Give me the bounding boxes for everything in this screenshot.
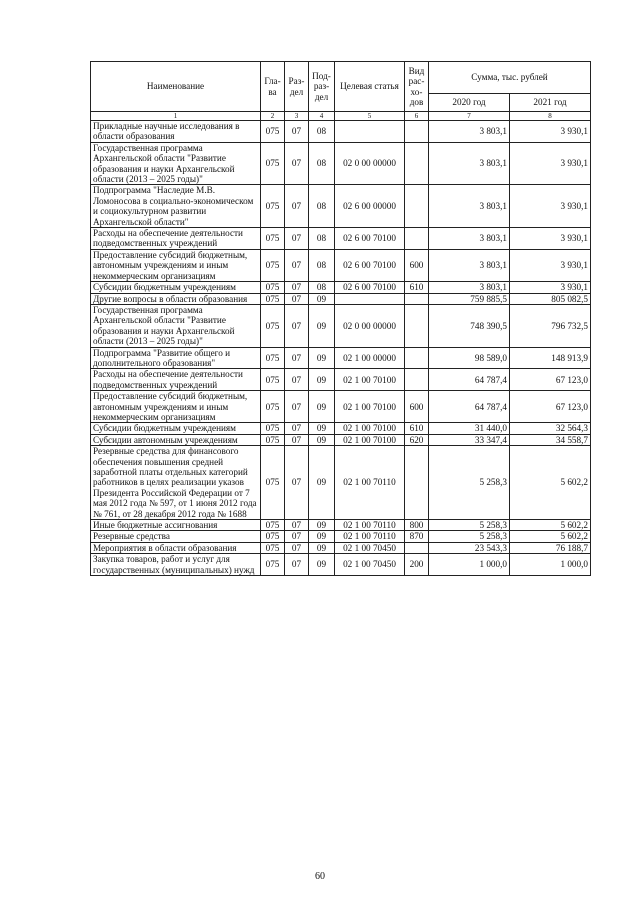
cell-podrazdel: 08 <box>309 142 335 185</box>
cell-name: Подпрограмма "Развитие общего и дополнительного образования" <box>91 347 261 369</box>
table-row <box>91 142 591 185</box>
cell-article: 02 1 00 70450 <box>335 542 405 553</box>
cell-sum-2021: 3 930,1 <box>510 228 591 250</box>
column-index: 4 <box>309 112 335 121</box>
cell-sum-2020: 33 347,4 <box>429 434 510 445</box>
cell-sum-2020: 1 000,0 <box>429 554 510 576</box>
cell-vid <box>405 228 429 250</box>
column-index-row <box>91 112 591 121</box>
cell-name: Резервные средства <box>91 531 261 542</box>
table-row <box>91 391 591 423</box>
cell-razdel: 07 <box>285 423 309 434</box>
column-index: 8 <box>510 112 591 121</box>
cell-razdel: 07 <box>285 554 309 576</box>
cell-glava: 075 <box>261 434 285 445</box>
cell-name: Государственная программа Архангельской области "Развитие образования и науки Архангельской области (2013 – 2025 годы)" <box>91 142 261 185</box>
cell-sum-2020: 23 543,3 <box>429 542 510 553</box>
cell-name: Прикладные научные исследования в области образования <box>91 121 261 143</box>
header-year-2020: 2020 год <box>429 94 510 112</box>
cell-article <box>335 121 405 143</box>
cell-podrazdel: 08 <box>309 282 335 293</box>
cell-vid: 600 <box>405 249 429 281</box>
cell-vid: 620 <box>405 434 429 445</box>
cell-article: 02 1 00 70450 <box>335 554 405 576</box>
cell-article: 02 0 00 00000 <box>335 142 405 185</box>
cell-vid <box>405 293 429 304</box>
table-row <box>91 249 591 281</box>
cell-podrazdel: 09 <box>309 542 335 553</box>
cell-sum-2021: 148 913,9 <box>510 347 591 369</box>
cell-vid <box>405 121 429 143</box>
cell-glava: 075 <box>261 542 285 553</box>
cell-razdel: 07 <box>285 446 309 520</box>
cell-podrazdel: 09 <box>309 554 335 576</box>
cell-sum-2021: 5 602,2 <box>510 446 591 520</box>
cell-sum-2020: 3 803,1 <box>429 142 510 185</box>
cell-sum-2020: 31 440,0 <box>429 423 510 434</box>
cell-name: Мероприятия в области образования <box>91 542 261 553</box>
cell-sum-2020: 3 803,1 <box>429 282 510 293</box>
cell-glava: 075 <box>261 185 285 228</box>
cell-sum-2020: 748 390,5 <box>429 304 510 347</box>
cell-article: 02 1 00 70100 <box>335 369 405 391</box>
cell-razdel: 07 <box>285 542 309 553</box>
cell-vid: 200 <box>405 554 429 576</box>
cell-podrazdel: 08 <box>309 249 335 281</box>
table-row <box>91 434 591 445</box>
cell-vid <box>405 446 429 520</box>
table-row <box>91 304 591 347</box>
cell-article: 02 0 00 00000 <box>335 304 405 347</box>
cell-razdel: 07 <box>285 347 309 369</box>
cell-razdel: 07 <box>285 142 309 185</box>
table-row <box>91 542 591 553</box>
cell-vid: 610 <box>405 423 429 434</box>
cell-sum-2020: 3 803,1 <box>429 249 510 281</box>
cell-sum-2021: 3 930,1 <box>510 121 591 143</box>
table-body <box>91 121 591 576</box>
table-row <box>91 554 591 576</box>
cell-sum-2020: 3 803,1 <box>429 121 510 143</box>
cell-name: Подпрограмма "Наследие М.В. Ломоносова в социально-экономическом и социокультурном развитии Архангельской области" <box>91 185 261 228</box>
page-number: 60 <box>315 871 325 882</box>
cell-name: Предоставление субсидий бюджетным, автономным учреждениям и иным некоммерческим организациям <box>91 249 261 281</box>
cell-sum-2020: 3 803,1 <box>429 228 510 250</box>
cell-article: 02 6 00 70100 <box>335 249 405 281</box>
cell-name: Расходы на обеспечение деятельности подведомственных учреждений <box>91 228 261 250</box>
cell-sum-2020: 5 258,3 <box>429 531 510 542</box>
cell-glava: 075 <box>261 304 285 347</box>
cell-sum-2021: 76 188,7 <box>510 542 591 553</box>
cell-sum-2021: 805 082,5 <box>510 293 591 304</box>
cell-glava: 075 <box>261 531 285 542</box>
cell-podrazdel: 09 <box>309 304 335 347</box>
cell-vid: 610 <box>405 282 429 293</box>
cell-name: Государственная программа Архангельской области "Развитие образования и науки Архангельской области (2013 – 2025 годы)" <box>91 304 261 347</box>
cell-vid <box>405 347 429 369</box>
cell-article: 02 1 00 70100 <box>335 434 405 445</box>
cell-podrazdel: 09 <box>309 347 335 369</box>
cell-glava: 075 <box>261 423 285 434</box>
cell-podrazdel: 08 <box>309 228 335 250</box>
cell-name: Предоставление субсидий бюджетным, автономным учреждениям и иным некоммерческим организациям <box>91 391 261 423</box>
cell-glava: 075 <box>261 249 285 281</box>
cell-razdel: 07 <box>285 531 309 542</box>
cell-razdel: 07 <box>285 185 309 228</box>
cell-podrazdel: 08 <box>309 121 335 143</box>
cell-article: 02 1 00 70110 <box>335 531 405 542</box>
column-index: 6 <box>405 112 429 121</box>
cell-sum-2020: 98 589,0 <box>429 347 510 369</box>
cell-podrazdel: 09 <box>309 369 335 391</box>
table-row <box>91 121 591 143</box>
table-row <box>91 520 591 531</box>
header-name: Наименование <box>91 62 261 112</box>
cell-razdel: 07 <box>285 282 309 293</box>
cell-glava: 075 <box>261 446 285 520</box>
cell-razdel: 07 <box>285 228 309 250</box>
cell-vid <box>405 369 429 391</box>
cell-podrazdel: 09 <box>309 531 335 542</box>
cell-name: Иные бюджетные ассигнования <box>91 520 261 531</box>
cell-article: 02 1 00 70110 <box>335 520 405 531</box>
cell-podrazdel: 09 <box>309 423 335 434</box>
cell-razdel: 07 <box>285 520 309 531</box>
cell-razdel: 07 <box>285 369 309 391</box>
cell-glava: 075 <box>261 142 285 185</box>
cell-article: 02 1 00 70100 <box>335 423 405 434</box>
cell-name: Резервные средства для финансового обеспечения повышения средней заработной платы отдельных категорий работников в целях реализации указов Президента Российской Федерации от 7 мая 2012 года № 597, от 1 июня 2012 года № 761, от 28 декабря 2012 года № 1688 <box>91 446 261 520</box>
cell-sum-2020: 64 787,4 <box>429 369 510 391</box>
cell-glava: 075 <box>261 554 285 576</box>
column-index: 3 <box>285 112 309 121</box>
cell-article: 02 6 00 00000 <box>335 185 405 228</box>
table-row <box>91 531 591 542</box>
cell-sum-2021: 3 930,1 <box>510 185 591 228</box>
cell-name: Субсидии автономным учреждениям <box>91 434 261 445</box>
cell-article: 02 1 00 70100 <box>335 391 405 423</box>
column-index: 5 <box>335 112 405 121</box>
table-row <box>91 369 591 391</box>
column-index: 7 <box>429 112 510 121</box>
cell-razdel: 07 <box>285 391 309 423</box>
cell-glava: 075 <box>261 369 285 391</box>
cell-sum-2020: 3 803,1 <box>429 185 510 228</box>
cell-glava: 075 <box>261 520 285 531</box>
header-article: Целевая статья <box>335 62 405 112</box>
header-glava: Гла-ва <box>261 62 285 112</box>
cell-glava: 075 <box>261 121 285 143</box>
cell-sum-2021: 67 123,0 <box>510 369 591 391</box>
cell-glava: 075 <box>261 228 285 250</box>
cell-vid: 600 <box>405 391 429 423</box>
cell-glava: 075 <box>261 293 285 304</box>
cell-sum-2020: 5 258,3 <box>429 520 510 531</box>
budget-table <box>90 61 591 576</box>
cell-sum-2021: 32 564,3 <box>510 423 591 434</box>
cell-podrazdel: 09 <box>309 520 335 531</box>
table-row <box>91 446 591 520</box>
cell-sum-2021: 1 000,0 <box>510 554 591 576</box>
header-podrazdel: Под-раз-дел <box>309 62 335 112</box>
cell-name: Расходы на обеспечение деятельности подведомственных учреждений <box>91 369 261 391</box>
cell-sum-2021: 3 930,1 <box>510 249 591 281</box>
cell-vid <box>405 304 429 347</box>
column-index: 1 <box>91 112 261 121</box>
cell-razdel: 07 <box>285 121 309 143</box>
cell-sum-2021: 796 732,5 <box>510 304 591 347</box>
cell-podrazdel: 09 <box>309 391 335 423</box>
header-razdel: Раз-дел <box>285 62 309 112</box>
cell-name: Субсидии бюджетным учреждениям <box>91 423 261 434</box>
header-vid: Вид рас-хо-дов <box>405 62 429 112</box>
cell-sum-2021: 5 602,2 <box>510 531 591 542</box>
cell-glava: 075 <box>261 391 285 423</box>
cell-name: Закупка товаров, работ и услуг для государственных (муниципальных) нужд <box>91 554 261 576</box>
cell-vid: 800 <box>405 520 429 531</box>
cell-podrazdel: 09 <box>309 446 335 520</box>
cell-name: Другие вопросы в области образования <box>91 293 261 304</box>
cell-razdel: 07 <box>285 434 309 445</box>
cell-podrazdel: 08 <box>309 185 335 228</box>
cell-sum-2020: 759 885,5 <box>429 293 510 304</box>
cell-article <box>335 293 405 304</box>
cell-podrazdel: 09 <box>309 293 335 304</box>
cell-glava: 075 <box>261 347 285 369</box>
cell-razdel: 07 <box>285 249 309 281</box>
cell-sum-2021: 3 930,1 <box>510 142 591 185</box>
table-row <box>91 185 591 228</box>
cell-article: 02 6 00 70100 <box>335 228 405 250</box>
cell-vid <box>405 542 429 553</box>
cell-sum-2020: 5 258,3 <box>429 446 510 520</box>
header-year-2021: 2021 год <box>510 94 591 112</box>
cell-article: 02 1 00 70110 <box>335 446 405 520</box>
cell-vid <box>405 142 429 185</box>
cell-glava: 075 <box>261 282 285 293</box>
cell-sum-2020: 64 787,4 <box>429 391 510 423</box>
cell-razdel: 07 <box>285 293 309 304</box>
cell-podrazdel: 09 <box>309 434 335 445</box>
table-row <box>91 293 591 304</box>
header-sum: Сумма, тыс. рублей <box>429 62 591 94</box>
cell-vid <box>405 185 429 228</box>
cell-name: Субсидии бюджетным учреждениям <box>91 282 261 293</box>
cell-razdel: 07 <box>285 304 309 347</box>
cell-sum-2021: 34 558,7 <box>510 434 591 445</box>
column-index: 2 <box>261 112 285 121</box>
table-row <box>91 228 591 250</box>
cell-sum-2021: 3 930,1 <box>510 282 591 293</box>
table-row <box>91 347 591 369</box>
cell-article: 02 6 00 70100 <box>335 282 405 293</box>
cell-vid: 870 <box>405 531 429 542</box>
table-row <box>91 423 591 434</box>
table-row <box>91 282 591 293</box>
cell-sum-2021: 5 602,2 <box>510 520 591 531</box>
cell-article: 02 1 00 00000 <box>335 347 405 369</box>
cell-sum-2021: 67 123,0 <box>510 391 591 423</box>
